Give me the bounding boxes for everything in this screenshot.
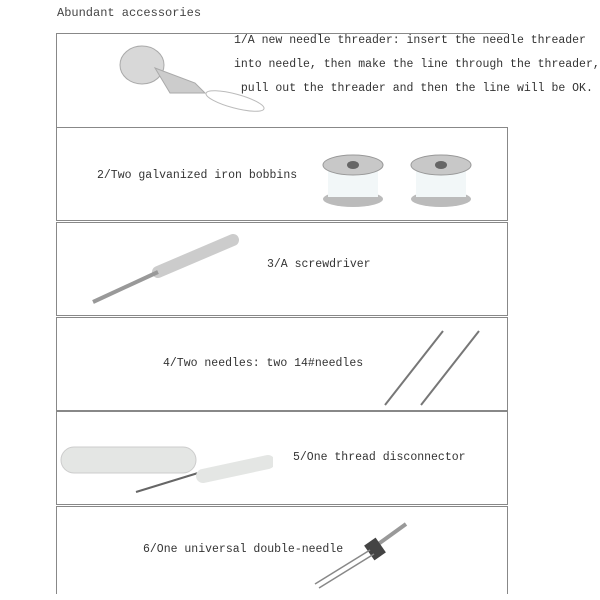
threader-desc-line-2: into needle, then make the line through the threader, [234,58,600,71]
bobbins-image [322,153,472,213]
threader-desc-line-1: 1/A new needle threader: insert the needle threader [234,34,586,47]
bobbins-label: 2/Two galvanized iron bobbins [97,169,298,182]
double-needle-image [310,520,410,590]
needle-threader-image [110,38,270,118]
page-title: Abundant accessories [57,6,202,20]
needles-image [380,328,490,408]
thread-disconnector-label: 5/One thread disconnector [293,451,466,464]
screwdriver-label: 3/A screwdriver [267,258,371,271]
double-needle-label: 6/One universal double-needle [143,543,344,556]
seam-ripper-image [58,440,273,500]
threader-desc-line-3: pull out the threader and then the line will be OK. [234,82,593,95]
needles-label: 4/Two needles: two 14#needles [163,357,364,370]
screwdriver-image [88,232,248,312]
